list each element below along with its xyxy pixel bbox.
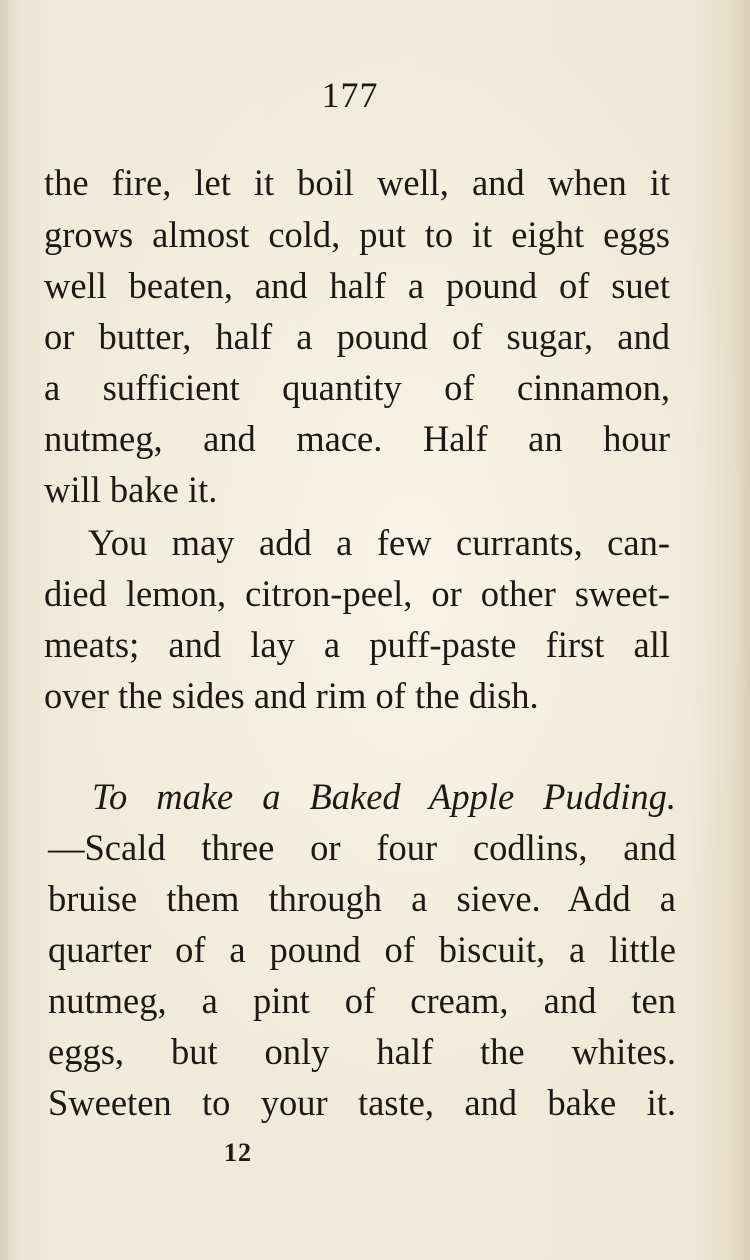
text-line: eggs, but only half the whites. <box>48 1031 676 1072</box>
signature-mark: 12 <box>224 1138 252 1167</box>
text-line: nutmeg, and mace. Half an hour <box>44 418 670 459</box>
text-line: will bake it. <box>44 469 218 510</box>
text-line: —Scald three or four codlins, and <box>48 827 676 868</box>
text-line: a sufficient quantity of cinnamon, <box>44 367 670 408</box>
text-line: the fire, let it boil well, and when it <box>44 162 670 203</box>
text-line: You may add a few currants, can- <box>88 522 670 563</box>
text-line: died lemon, citron-peel, or other sweet- <box>44 573 670 614</box>
text-line: or butter, half a pound of sugar, and <box>44 316 670 357</box>
text-line: quarter of a pound of biscuit, a little <box>48 929 676 970</box>
text-line: Sweeten to your taste, and bake it. <box>48 1082 676 1123</box>
recipe-title: To make a Baked Apple Pudding. <box>92 776 676 817</box>
text-line: meats; and lay a puff-paste first all <box>44 624 670 665</box>
text-line: grows almost cold, put to it eight eggs <box>44 214 670 255</box>
text-line: over the sides and rim of the dish. <box>44 675 539 716</box>
page-number: 177 <box>321 75 379 115</box>
text-line: bruise them through a sieve. Add a <box>48 878 676 919</box>
text-line: well beaten, and half a pound of suet <box>44 265 670 306</box>
text-line: nutmeg, a pint of cream, and ten <box>48 980 676 1021</box>
